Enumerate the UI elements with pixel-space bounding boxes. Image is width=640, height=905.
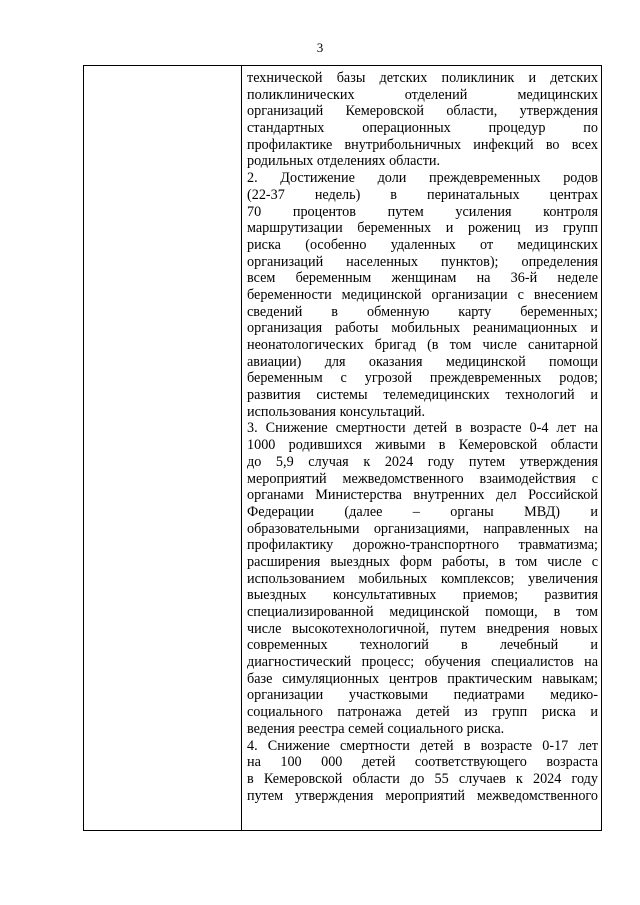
text-line: организаций населенных пунктов); определения bbox=[247, 253, 598, 270]
text-line: неонатологических бригад (в том числе санитарной bbox=[247, 337, 598, 353]
text-line: родильных отделениях области. bbox=[247, 153, 441, 170]
text-line: базе симуляционных центров практическим навыкам; bbox=[247, 670, 598, 687]
text-line: риска (особенно удаленных от медицинских bbox=[247, 236, 598, 253]
text-line: до 5,9 случая к 2024 году путем утверждения bbox=[247, 453, 598, 470]
text-line: числе высокотехнологичной, путем внедрения новых bbox=[247, 620, 598, 637]
text-line: стандартных операционных процедур по bbox=[247, 120, 598, 137]
text-line: в Кемеровской области до 55 случаев к 2024 году bbox=[247, 770, 598, 787]
text-line: организации участковыми педиатрами медико- bbox=[247, 687, 598, 704]
text-line: органами Министерства внутренних дел Российской bbox=[247, 487, 598, 504]
text-line: ведения реестра семей социального риска. bbox=[247, 720, 505, 737]
text-line: организаций Кемеровской области, утверждения bbox=[247, 103, 598, 120]
table-left-cell bbox=[84, 66, 242, 830]
text-line: социального патронажа детей из групп риска и bbox=[247, 704, 598, 721]
text-line: беременным с угрозой преждевременных родов; bbox=[247, 370, 598, 387]
text-line: 4. Снижение смертности детей в возрасте 0-17 лет bbox=[247, 737, 598, 754]
text-line: на 100 000 детей соответствующего возраста bbox=[247, 754, 598, 771]
text-line: выездных консультативных приемов; развития bbox=[247, 587, 598, 604]
text-line: 3. Снижение смертности детей в возрасте 0-4 лет на bbox=[247, 420, 598, 437]
text-line: организация работы мобильных реанимационных и bbox=[247, 320, 598, 337]
text-line: специализированной медицинской помощи, в том bbox=[247, 604, 598, 620]
text-line: современных технологий в лечебный и bbox=[247, 637, 598, 654]
text-line: 70 процентов путем усиления контроля bbox=[247, 203, 598, 220]
text-line: использования консультаций. bbox=[247, 403, 426, 420]
text-line: мероприятий межведомственного взаимодействия с bbox=[247, 470, 598, 487]
text-line: (22-37 недель) в перинатальных центрах bbox=[247, 186, 598, 203]
text-line: технической базы детских поликлиник и детских bbox=[247, 70, 598, 86]
text-line: авиации) для оказания медицинской помощи bbox=[247, 353, 598, 370]
table-right-cell bbox=[242, 66, 601, 830]
text-line: поликлинических отделений медицинских bbox=[247, 86, 598, 103]
text-line: расширения выездных форм работы, в том числе с bbox=[247, 553, 598, 570]
text-line: путем утверждения мероприятий межведомственного bbox=[247, 787, 598, 804]
text-line: сведений в обменную карту беременных; bbox=[247, 303, 598, 320]
text-line: использованием мобильных комплексов; увеличения bbox=[247, 570, 598, 587]
text-line: профилактике внутрибольничных инфекций во всех bbox=[247, 136, 598, 153]
document-table bbox=[83, 65, 602, 831]
text-line: 2. Достижение доли преждевременных родов bbox=[247, 170, 598, 187]
text-line: образовательными организациями, направленных на bbox=[247, 520, 598, 537]
text-line: профилактику дорожно-транспортного травматизма; bbox=[247, 537, 598, 554]
text-line: развития системы телемедицинских технологий и bbox=[247, 387, 598, 404]
text-line: всем беременным женщинам на 36-й неделе bbox=[247, 270, 598, 287]
text-line: беременности медицинской организации с внесением bbox=[247, 286, 598, 303]
text-line: 1000 родившихся живыми в Кемеровской области bbox=[247, 437, 598, 454]
page-number: 3 bbox=[316, 40, 324, 55]
text-line: маршрутизации беременных и рожениц из групп bbox=[247, 220, 598, 237]
text-line: диагностический процесс; обучения специалистов на bbox=[247, 654, 598, 671]
text-line: Федерации (далее – органы МВД) и bbox=[247, 503, 598, 520]
